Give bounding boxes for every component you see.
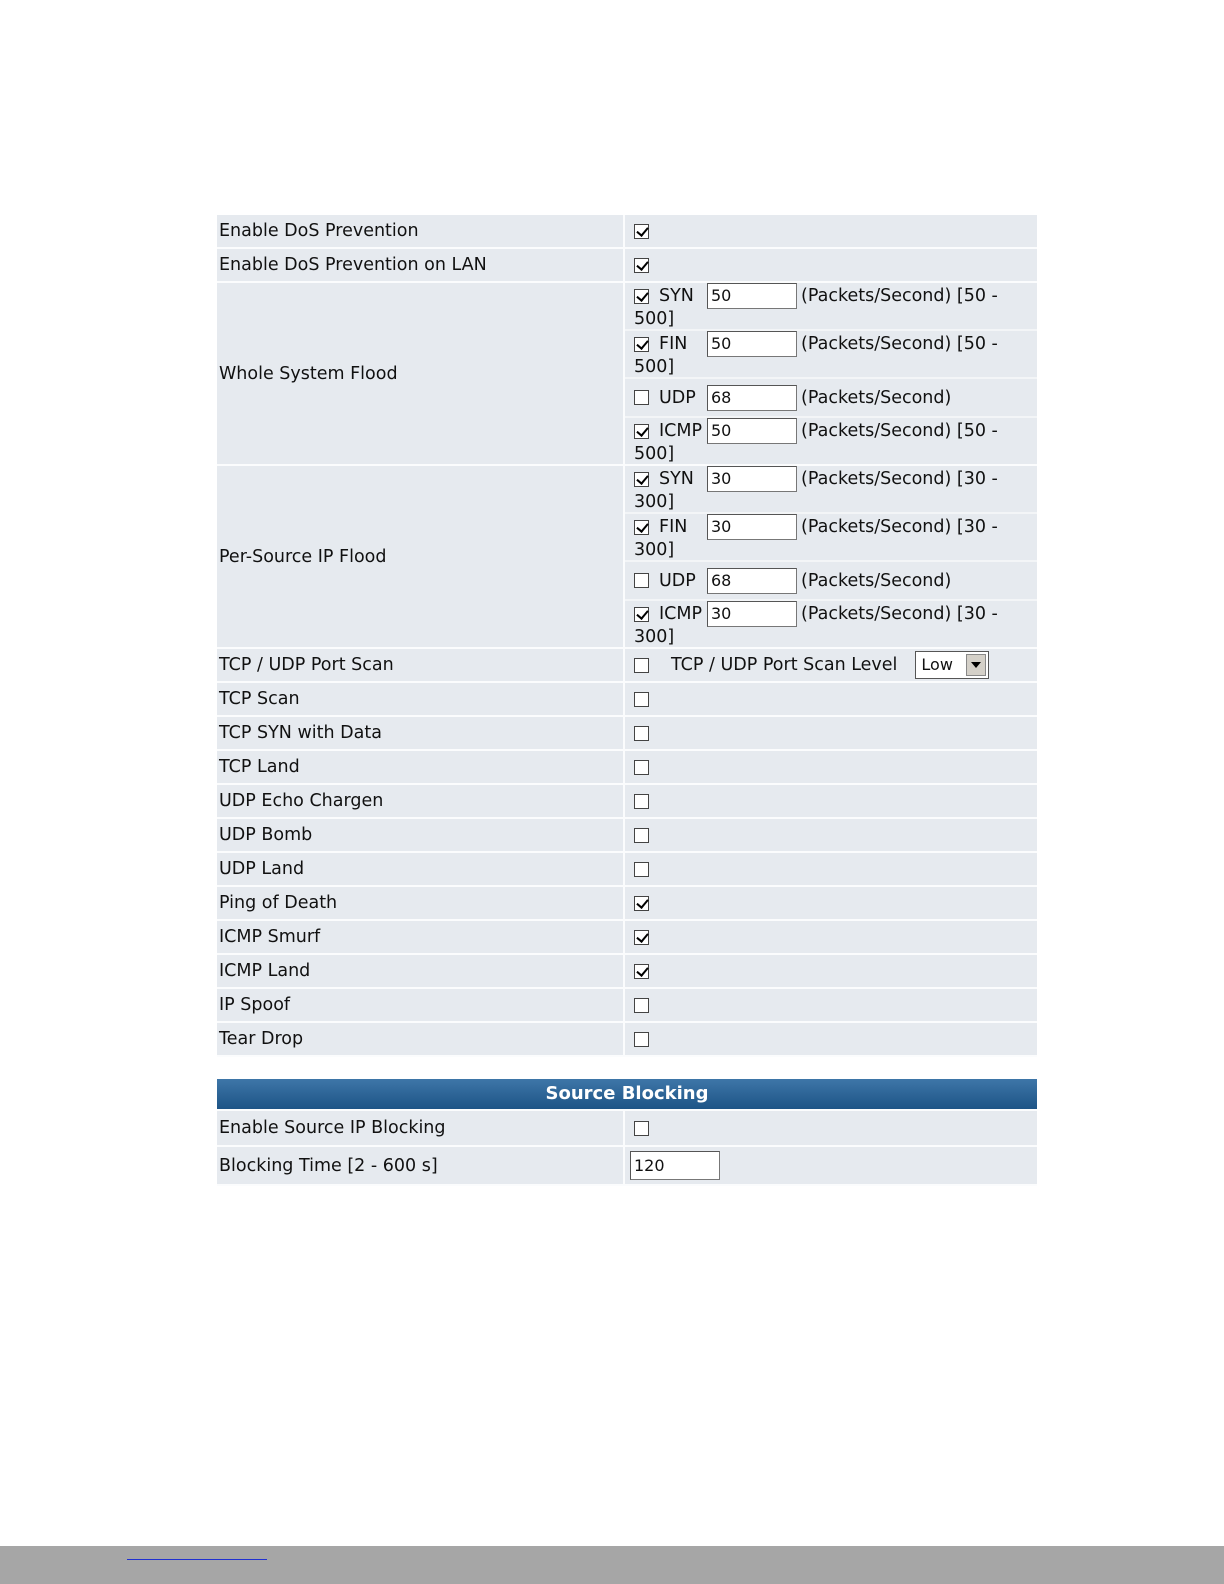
blocking-time-row (217, 1146, 1037, 1185)
icmp-land-checkbox[interactable] (634, 964, 649, 979)
enable-source-blocking-label: Enable Source IP Blocking (217, 1111, 624, 1146)
enable-dos-lan-label: Enable DoS Prevention on LAN (217, 248, 624, 282)
tcp-scan-checkbox[interactable] (634, 692, 649, 707)
blocking-time-input[interactable]: 120 (630, 1151, 720, 1180)
icmp-smurf-label: ICMP Smurf (217, 920, 624, 954)
whole-system-flood-label: Whole System Flood (217, 282, 624, 465)
whole-flood-udp-checkbox[interactable] (634, 390, 649, 405)
udp-echo-chargen-checkbox[interactable] (634, 794, 649, 809)
whole-flood-syn-row (217, 282, 1037, 330)
enable-source-blocking-checkbox[interactable] (634, 1121, 649, 1136)
footer-bar (0, 1546, 1224, 1584)
whole-flood-syn-input[interactable]: 50 (707, 283, 797, 309)
whole-flood-icmp-unit: (Packets/Second) [50 - 500] (634, 421, 998, 464)
whole-flood-fin-proto: FIN (659, 334, 688, 354)
dos-prevention-panel (217, 215, 1037, 1057)
whole-flood-syn-checkbox[interactable] (634, 289, 649, 304)
source-blocking-title: Source Blocking (217, 1079, 1037, 1111)
footer-link[interactable] (127, 1558, 267, 1560)
enable-source-blocking-row (217, 1111, 1037, 1146)
enable-dos-checkbox[interactable] (634, 224, 649, 239)
ip-spoof-label: IP Spoof (217, 988, 624, 1022)
whole-flood-udp-input[interactable]: 68 (707, 385, 797, 411)
port-scan-level-label: TCP / UDP Port Scan Level (671, 655, 898, 675)
enable-dos-row (217, 215, 1037, 248)
dos-table (217, 215, 1037, 1057)
per-source-ip-flood-label: Per-Source IP Flood (217, 465, 624, 648)
source-flood-icmp-checkbox[interactable] (634, 607, 649, 622)
port-scan-level-value: Low (921, 655, 953, 674)
enable-dos-label: Enable DoS Prevention (217, 215, 624, 248)
tcp-syn-data-label: TCP SYN with Data (217, 716, 624, 750)
port-scan-row (217, 648, 1037, 682)
port-scan-level-select[interactable] (915, 651, 989, 679)
source-flood-fin-proto: FIN (659, 517, 688, 537)
source-flood-syn-row (217, 465, 1037, 513)
icmp-smurf-row (217, 920, 1037, 954)
whole-flood-fin-input[interactable]: 50 (707, 331, 797, 357)
source-flood-syn-checkbox[interactable] (634, 472, 649, 487)
source-flood-fin-checkbox[interactable] (634, 520, 649, 535)
tear-drop-row (217, 1022, 1037, 1056)
tcp-syn-data-row (217, 716, 1037, 750)
tcp-land-checkbox[interactable] (634, 760, 649, 775)
source-flood-fin-input[interactable]: 30 (707, 514, 797, 540)
icmp-smurf-checkbox[interactable] (634, 930, 649, 945)
source-flood-icmp-unit: (Packets/Second) [30 - 300] (634, 604, 998, 647)
source-flood-icmp-proto: ICMP (659, 604, 703, 624)
udp-land-label: UDP Land (217, 852, 624, 886)
whole-flood-icmp-input[interactable]: 50 (707, 418, 797, 444)
chevron-down-icon[interactable] (966, 654, 986, 676)
ping-of-death-checkbox[interactable] (634, 896, 649, 911)
tcp-scan-label: TCP Scan (217, 682, 624, 716)
udp-echo-chargen-label: UDP Echo Chargen (217, 784, 624, 818)
source-flood-fin-unit: (Packets/Second) [30 - 300] (634, 517, 998, 560)
whole-flood-udp-unit: (Packets/Second) (801, 387, 952, 408)
port-scan-label: TCP / UDP Port Scan (217, 648, 624, 682)
tcp-land-label: TCP Land (217, 750, 624, 784)
port-scan-checkbox[interactable] (634, 658, 649, 673)
icmp-land-row (217, 954, 1037, 988)
udp-bomb-checkbox[interactable] (634, 828, 649, 843)
source-flood-udp-unit: (Packets/Second) (801, 570, 952, 591)
source-flood-udp-input[interactable]: 68 (707, 568, 797, 594)
udp-land-row (217, 852, 1037, 886)
whole-flood-icmp-proto: ICMP (659, 421, 703, 441)
source-flood-udp-checkbox[interactable] (634, 573, 649, 588)
udp-echo-chargen-row (217, 784, 1037, 818)
source-flood-icmp-input[interactable]: 30 (707, 601, 797, 627)
whole-flood-fin-checkbox[interactable] (634, 337, 649, 352)
enable-dos-lan-row (217, 248, 1037, 282)
source-flood-udp-proto: UDP (659, 570, 696, 591)
tcp-syn-data-checkbox[interactable] (634, 726, 649, 741)
source-blocking-table (217, 1111, 1037, 1186)
udp-bomb-row (217, 818, 1037, 852)
udp-land-checkbox[interactable] (634, 862, 649, 877)
ip-spoof-row (217, 988, 1037, 1022)
source-flood-syn-proto: SYN (659, 469, 694, 489)
whole-flood-icmp-checkbox[interactable] (634, 424, 649, 439)
tear-drop-label: Tear Drop (217, 1022, 624, 1056)
tear-drop-checkbox[interactable] (634, 1032, 649, 1047)
source-flood-syn-input[interactable]: 30 (707, 466, 797, 492)
udp-bomb-label: UDP Bomb (217, 818, 624, 852)
enable-dos-lan-checkbox[interactable] (634, 258, 649, 273)
whole-flood-syn-unit: (Packets/Second) [50 - 500] (634, 286, 998, 329)
ping-of-death-label: Ping of Death (217, 886, 624, 920)
whole-flood-fin-unit: (Packets/Second) [50 - 500] (634, 334, 998, 377)
ping-of-death-row (217, 886, 1037, 920)
whole-flood-udp-proto: UDP (659, 387, 696, 408)
source-blocking-panel (217, 1079, 1037, 1186)
icmp-land-label: ICMP Land (217, 954, 624, 988)
tcp-land-row (217, 750, 1037, 784)
ip-spoof-checkbox[interactable] (634, 998, 649, 1013)
whole-flood-syn-proto: SYN (659, 286, 694, 306)
source-flood-syn-unit: (Packets/Second) [30 - 300] (634, 469, 998, 512)
blocking-time-label: Blocking Time [2 - 600 s] (217, 1146, 624, 1185)
tcp-scan-row (217, 682, 1037, 716)
